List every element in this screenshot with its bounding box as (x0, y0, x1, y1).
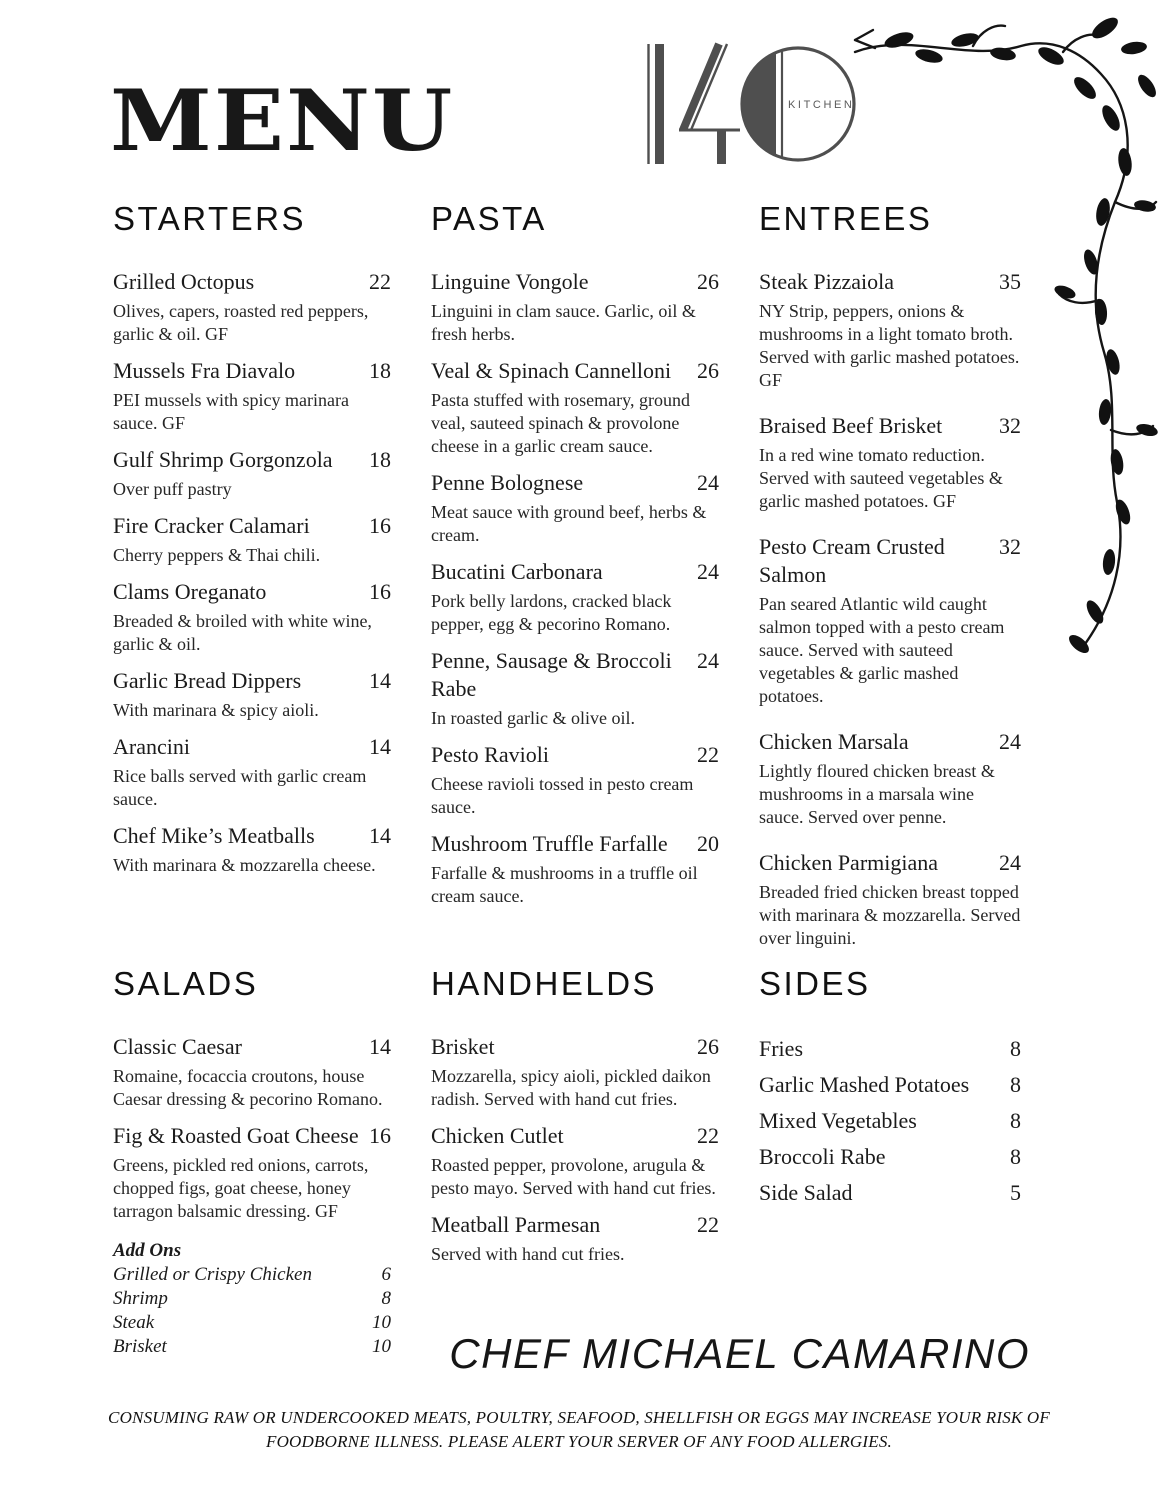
item-name: Linguine Vongole (431, 268, 589, 294)
item-price: 14 (369, 667, 391, 693)
item-description: Pan seared Atlantic wild caught salmon topped with a pesto cream sauce. Served with sauteed vegetables & garlic mashed potatoes. (759, 593, 1005, 706)
item-name: Side Salad (759, 1179, 853, 1205)
item-description: In a red wine tomato reduction. Served with sauteed vegetables & garlic mashed potatoes. GF (759, 444, 1003, 511)
item-description: Breaded & broiled with white wine, garlic & oil. (113, 610, 372, 654)
item-description: Rice balls served with garlic cream sauce. (113, 765, 367, 809)
menu-row-top (113, 200, 1021, 961)
item-price: 26 (697, 1033, 719, 1059)
add-on-price: 8 (381, 1287, 391, 1309)
item-description: In roasted garlic & olive oil. (431, 707, 635, 728)
logo-kitchen-label: KITCHEN (788, 99, 855, 111)
section-title-entrees: ENTREES (759, 200, 933, 237)
item-price: 8 (1010, 1035, 1021, 1061)
menu-item (759, 1105, 1021, 1137)
item-price: 22 (697, 741, 719, 767)
item-name: Penne Bolognese (431, 469, 584, 495)
section-salads (113, 965, 391, 1359)
item-description: Breaded fried chicken breast topped with marinara & mozzarella. Served over linguini. (759, 881, 1021, 948)
item-description: With marinara & spicy aioli. (113, 699, 319, 720)
menu-item (759, 268, 1021, 392)
add-on-item (113, 1311, 391, 1335)
add-on-name: Steak (113, 1311, 155, 1333)
menu-item (113, 667, 391, 722)
section-sides (759, 965, 1021, 1359)
item-price: 18 (369, 357, 391, 383)
menu-item (113, 822, 391, 877)
item-price: 32 (999, 412, 1021, 438)
item-description: Meat sauce with ground beef, herbs & cream. (431, 501, 707, 545)
section-title-handhelds: HANDHELDS (431, 965, 658, 1002)
item-description: Olives, capers, roasted red peppers, garlic & oil. GF (113, 300, 369, 344)
menu-item (431, 1122, 719, 1200)
item-description: Greens, pickled red onions, carrots, chopped figs, goat cheese, honey tarragon balsamic dressing. GF (113, 1154, 369, 1221)
item-name: Gulf Shrimp Gorgonzola (113, 446, 333, 472)
menu-item (759, 849, 1021, 950)
chef-signature: CHEF MICHAEL CAMARINO (449, 1330, 1030, 1377)
menu-row-bottom (113, 965, 1021, 1359)
item-price: 8 (1010, 1071, 1021, 1097)
item-name: Chef Mike’s Meatballs (113, 822, 315, 848)
item-price: 16 (369, 1122, 391, 1148)
item-price: 22 (369, 268, 391, 294)
section-entrees (759, 200, 1021, 961)
menu-item (431, 1211, 719, 1266)
add-on-item (113, 1287, 391, 1311)
menu-item (113, 512, 391, 567)
item-price: 14 (369, 822, 391, 848)
menu-item (113, 578, 391, 656)
menu-item (431, 558, 719, 636)
item-description: Lightly floured chicken breast & mushrooms in a marsala wine sauce. Served over penne. (759, 760, 995, 827)
menu-item (113, 268, 391, 346)
item-description: Pasta stuffed with rosemary, ground veal, sauteed spinach & provolone cheese in a garlic cream sauce. (431, 389, 690, 456)
item-name: Penne, Sausage & Broccoli Rabe (431, 647, 672, 701)
item-price: 18 (369, 446, 391, 472)
item-name: Garlic Bread Dippers (113, 667, 302, 693)
item-name: Mushroom Truffle Farfalle (431, 830, 668, 856)
item-price: 32 (999, 533, 1021, 559)
item-description: Linguini in clam sauce. Garlic, oil & fresh herbs. (431, 300, 696, 344)
menu-item (113, 733, 391, 811)
section-title-starters: STARTERS (113, 200, 306, 237)
add-on-price: 10 (372, 1311, 391, 1333)
menu-item (431, 647, 719, 730)
menu-item (113, 1122, 391, 1223)
item-description: Cherry peppers & Thai chili. (113, 544, 321, 565)
item-description: Roasted pepper, provolone, arugula & pesto mayo. Served with hand cut fries. (431, 1154, 716, 1198)
section-title-sides: SIDES (759, 965, 871, 1002)
add-on-price: 10 (372, 1335, 391, 1357)
menu-item (113, 357, 391, 435)
section-title-pasta: PASTA (431, 200, 547, 237)
item-price: 24 (697, 558, 719, 584)
item-price: 24 (999, 849, 1021, 875)
item-name: Chicken Marsala (759, 728, 909, 754)
item-description: Farfalle & mushrooms in a truffle oil cream sauce. (431, 862, 698, 906)
item-price: 24 (999, 728, 1021, 754)
menu-item (113, 1033, 391, 1111)
menu-item (431, 1033, 719, 1111)
add-ons-title: Add Ons (113, 1239, 182, 1261)
item-price: 14 (369, 733, 391, 759)
item-description: Over puff pastry (113, 478, 232, 499)
add-on-name: Shrimp (113, 1287, 168, 1309)
item-name: Mixed Vegetables (759, 1107, 917, 1133)
item-description: PEI mussels with spicy marinara sauce. GF (113, 389, 349, 433)
section-title-salads: SALADS (113, 965, 259, 1002)
item-price: 26 (697, 357, 719, 383)
menu-item (759, 533, 1021, 708)
item-description: NY Strip, peppers, onions & mushrooms in a light tomato broth. Served with garlic mashed potatoes. GF (759, 300, 1020, 390)
item-description: Mozzarella, spicy aioli, pickled daikon radish. Served with hand cut fries. (431, 1065, 711, 1109)
item-price: 8 (1010, 1107, 1021, 1133)
menu-item (759, 1177, 1021, 1209)
item-name: Chicken Cutlet (431, 1122, 564, 1148)
item-name: Arancini (113, 733, 190, 759)
item-price: 35 (999, 268, 1021, 294)
item-name: Pesto Ravioli (431, 741, 549, 767)
section-pasta (431, 200, 719, 961)
item-price: 8 (1010, 1143, 1021, 1169)
item-price: 24 (697, 469, 719, 495)
item-price: 16 (369, 512, 391, 538)
item-name: Bucatini Carbonara (431, 558, 603, 584)
item-name: Grilled Octopus (113, 268, 255, 294)
add-on-name: Brisket (113, 1335, 167, 1357)
item-name: Meatball Parmesan (431, 1211, 601, 1237)
item-price: 26 (697, 268, 719, 294)
add-on-item (113, 1263, 391, 1287)
item-price: 5 (1010, 1179, 1021, 1205)
menu-item (759, 412, 1021, 513)
menu-item (113, 446, 391, 501)
page-title: MENU (110, 70, 455, 170)
item-name: Mussels Fra Diavalo (113, 357, 296, 383)
item-description: Pork belly lardons, cracked black pepper, egg & pecorino Romano. (431, 590, 672, 634)
item-name: Clams Oreganato (113, 578, 267, 604)
item-name: Brisket (431, 1033, 495, 1059)
item-name: Veal & Spinach Cannelloni (431, 357, 672, 383)
item-name: Chicken Parmigiana (759, 849, 939, 875)
item-name: Broccoli Rabe (759, 1143, 886, 1169)
item-price: 22 (697, 1122, 719, 1148)
menu-item (431, 357, 719, 458)
item-price: 20 (697, 830, 719, 856)
menu-item (431, 268, 719, 346)
item-name: Fries (759, 1035, 803, 1061)
item-name: Fire Cracker Calamari (113, 512, 310, 538)
allergy-disclaimer: CONSUMING RAW OR UNDERCOOKED MEATS, POULTRY, SEAFOOD, SHELLFISH OR EGGS MAY INCREASE YOUR RISK OF FOODBORNE ILLNESS. PLEASE ALERT YOUR SERVER OF ANY FOOD ALLERGIES. (108, 1408, 1050, 1451)
menu-item (431, 830, 719, 908)
add-on-price: 6 (381, 1263, 391, 1285)
menu-item (431, 741, 719, 819)
item-name: Steak Pizzaiola (759, 268, 895, 294)
item-name: Pesto Cream Crusted Salmon (759, 533, 945, 587)
item-price: 16 (369, 578, 391, 604)
item-description: With marinara & mozzarella cheese. (113, 854, 376, 875)
item-price: 24 (697, 647, 719, 673)
item-price: 22 (697, 1211, 719, 1237)
item-name: Classic Caesar (113, 1033, 242, 1059)
item-name: Braised Beef Brisket (759, 412, 943, 438)
item-description: Served with hand cut fries. (431, 1243, 625, 1264)
item-price: 14 (369, 1033, 391, 1059)
item-name: Garlic Mashed Potatoes (759, 1071, 970, 1097)
section-handhelds (431, 965, 719, 1359)
item-description: Romaine, focaccia croutons, house Caesar dressing & pecorino Romano. (113, 1065, 383, 1109)
item-description: Cheese ravioli tossed in pesto cream sauce. (431, 773, 694, 817)
menu-item (431, 469, 719, 547)
add-on-item (113, 1335, 391, 1359)
section-starters (113, 200, 391, 961)
menu-item (759, 1033, 1021, 1065)
restaurant-logo (622, 38, 862, 172)
menu-item (759, 1069, 1021, 1101)
salad-add-ons (113, 1239, 391, 1359)
item-name: Fig & Roasted Goat Cheese (113, 1122, 359, 1148)
menu-item (759, 1141, 1021, 1173)
menu-item (759, 728, 1021, 829)
add-on-name: Grilled or Crispy Chicken (113, 1263, 312, 1285)
